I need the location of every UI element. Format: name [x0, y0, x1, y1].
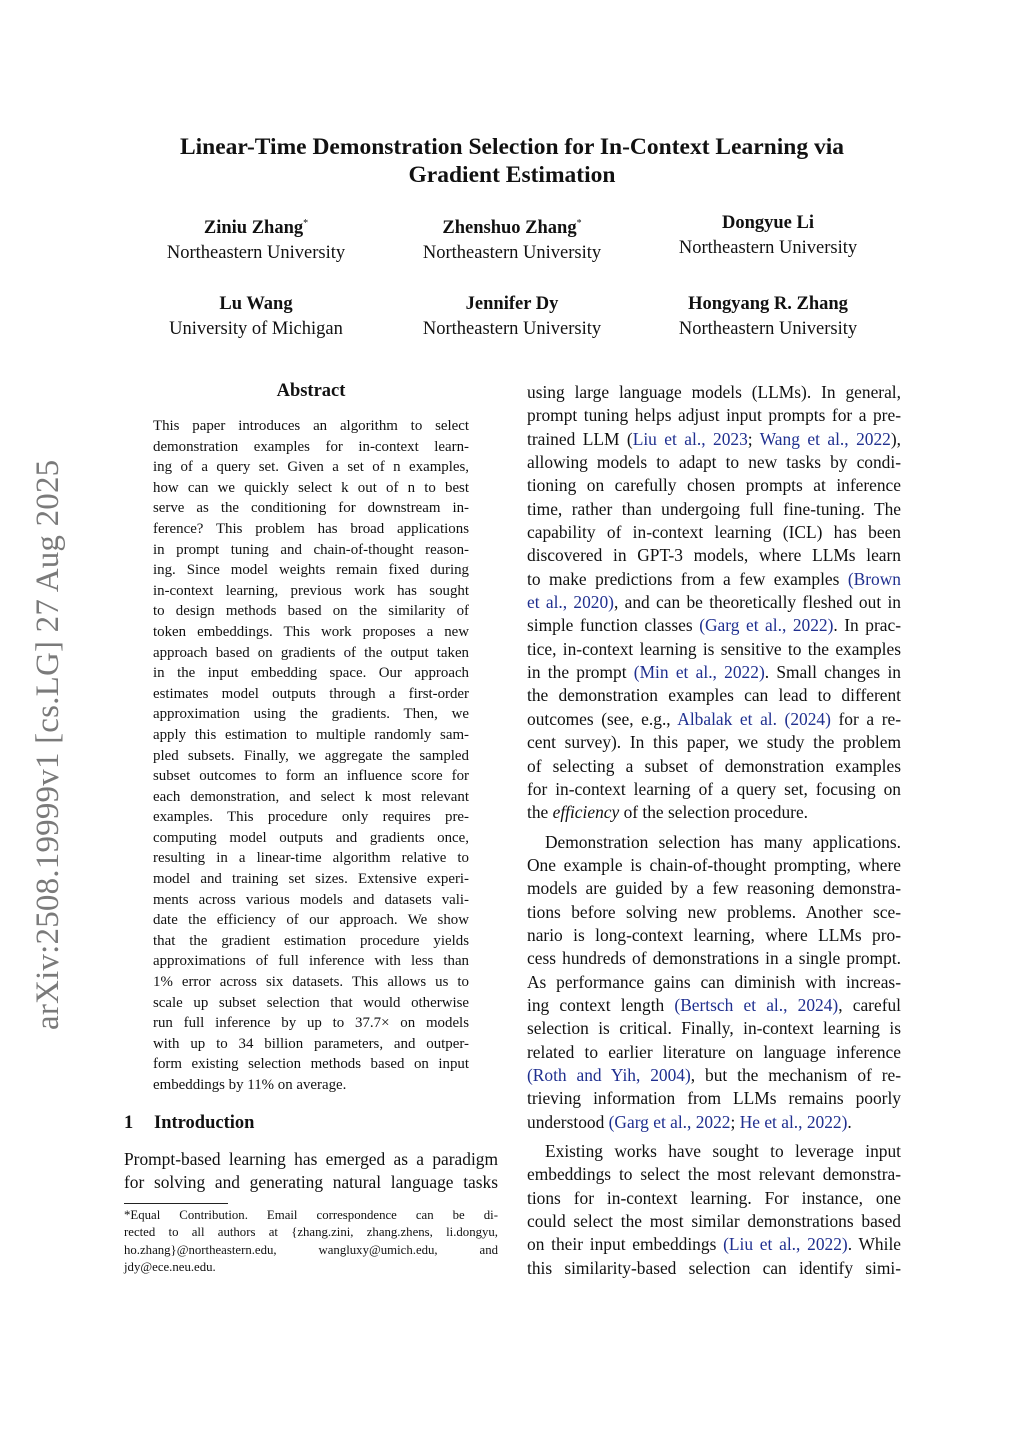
- text-line: Prompt-based learning has emerged as a paradigm: [124, 1149, 498, 1169]
- text-line: using large language models (LLMs). In general,: [527, 382, 901, 402]
- abstract-line: ference? This problem has broad applications: [153, 520, 469, 537]
- abstract-line: approximations of full inference with less than: [153, 953, 469, 970]
- citation-link[interactable]: Liu et al., 2023: [632, 428, 748, 449]
- author-block: [128, 292, 384, 342]
- author-name: Ziniu Zhang*: [203, 218, 309, 239]
- author-block: [640, 292, 896, 342]
- abstract-line: resulting in a linear-time algorithm relative to: [153, 850, 469, 867]
- abstract-line: 1% error across six datasets. This allows us to: [153, 974, 469, 991]
- section-heading-introduction: [124, 1110, 254, 1136]
- text-line: Existing works have sought to leverage input: [545, 1141, 901, 1161]
- author-block: [640, 211, 896, 266]
- text-line: As performance gains can diminish with increas-: [527, 971, 901, 992]
- paragraph: [527, 1140, 901, 1280]
- paper-title: [140, 133, 884, 189]
- abstract-line: how can we quickly select k out of n to best: [153, 479, 469, 496]
- text-line: capability of in-context learning (ICL) has been: [527, 522, 901, 543]
- paragraph: [527, 831, 901, 1134]
- abstract-line: that the gradient estimation procedure yields: [153, 932, 469, 949]
- left-column: [124, 378, 498, 1096]
- citation-link[interactable]: (Garg et al., 2022): [699, 615, 834, 636]
- text-line: could select the most similar demonstrations based: [527, 1211, 901, 1232]
- citation-link[interactable]: Albalak et al. (2024): [677, 708, 831, 729]
- abstract-line: ing of a query set. Given a set of n examples,: [153, 459, 469, 476]
- citation-link[interactable]: (Bertsch et al., 2024): [674, 994, 839, 1015]
- text-line: Demonstration selection has many applications.: [545, 831, 901, 852]
- abstract-line: estimates model outputs through a first-order: [153, 685, 469, 702]
- text-line: tions for in-context learning. For instance, one: [527, 1187, 901, 1208]
- text-line: ing context length (Bertsch et al., 2024), careful: [527, 994, 902, 1015]
- abstract-body: [153, 416, 469, 1096]
- arxiv-identifier-stamp: arXiv:2508.19999v1 [cs.LG] 27 Aug 2025: [30, 459, 66, 1030]
- abstract-line: in prompt tuning and chain-of-thought reason-: [153, 541, 469, 558]
- abstract-line: in-context learning, previous work has sought: [153, 582, 469, 599]
- author-row-1: [128, 211, 896, 266]
- author-affiliation: Northeastern University: [422, 243, 602, 264]
- text-line: tice, in-context learning is sensitive to the examples: [527, 638, 901, 659]
- abstract-line: to design methods based on the similarity of: [153, 603, 469, 620]
- abstract-line: model and training set sizes. Extensive experi-: [153, 871, 469, 888]
- text-line: understood (Garg et al., 2022; He et al., 2022).: [527, 1111, 852, 1132]
- author-block: [384, 211, 640, 266]
- text-line: tioning on carefully chosen prompts at inference: [527, 475, 901, 496]
- text-line: on their input embeddings (Liu et al., 2022). While: [527, 1234, 902, 1255]
- text-line: One example is chain-of-thought prompting, where: [527, 854, 901, 875]
- text-line: nario is long-context learning, where LLMs pro-: [527, 924, 901, 945]
- text-line: embeddings to select the most relevant demonstra-: [527, 1164, 901, 1185]
- text-line: to make predictions from a few examples (Brown: [527, 568, 901, 589]
- footnote-rule: [124, 1203, 228, 1204]
- text-line: time, rather than undergoing full fine-tuning. The: [527, 498, 901, 519]
- text-line: in the prompt (Min et al., 2022). Small changes in: [527, 662, 901, 683]
- author-name: Jennifer Dy: [465, 294, 559, 314]
- text-line: models are guided by a few reasoning demonstra-: [527, 878, 901, 899]
- title-line-1: Linear-Time Demonstration Selection for In-Context Learning via: [179, 134, 845, 160]
- text-line: simple function classes (Garg et al., 2022). In prac-: [527, 615, 901, 636]
- intro-left-text: [124, 1148, 498, 1195]
- text-line: the efficiency of the selection procedure.: [527, 802, 809, 823]
- text-line: for solving and generating natural language tasks: [124, 1172, 498, 1193]
- author-affiliation: Northeastern University: [166, 243, 346, 264]
- text-line: the demonstration examples can lead to different: [527, 685, 901, 706]
- abstract-line: This paper introduces an algorithm to select: [153, 418, 469, 434]
- right-column: [527, 381, 901, 1280]
- abstract-line: with up to 34 billion parameters, and outper-: [153, 1035, 469, 1052]
- text-line: trained LLM (Liu et al., 2023; Wang et al., 2022),: [527, 428, 901, 449]
- text-line: et al., 2020), and can be theoretically fleshed out in: [527, 592, 901, 613]
- section-number: 1: [124, 1113, 134, 1133]
- text-line: discovered in GPT-3 models, where LLMs learn: [527, 545, 901, 566]
- abstract-line: in the input embedding space. Our approach: [153, 665, 469, 682]
- footnote-line: jdy@ece.neu.edu.: [124, 1260, 216, 1275]
- author-affiliation: Northeastern University: [422, 319, 602, 339]
- author-affiliation: Northeastern University: [678, 319, 858, 339]
- abstract-line: serve as the conditioning for downstream in-: [153, 500, 469, 517]
- abstract-line: date the efficiency of our approach. We show: [153, 912, 469, 929]
- author-name: Hongyang R. Zhang: [688, 294, 848, 314]
- citation-link[interactable]: (Garg et al., 2022: [608, 1111, 731, 1132]
- abstract-heading: Abstract: [276, 381, 346, 401]
- author-affiliation: University of Michigan: [169, 319, 343, 339]
- citation-link[interactable]: He et al., 2022): [739, 1111, 848, 1132]
- abstract-line: token embeddings. This work proposes a new: [153, 623, 469, 640]
- citation-link[interactable]: (Brown: [847, 568, 901, 589]
- author-row-2: [128, 292, 896, 342]
- text-line: allowing models to adapt to new tasks by condi-: [527, 452, 901, 473]
- abstract-line: approximation using the gradients. Then, we: [153, 706, 469, 723]
- text-line: for in-context learning of a query set, focusing on: [527, 778, 901, 799]
- citation-link[interactable]: (Min et al., 2022): [633, 662, 765, 683]
- footnote-line: rected to all authors at {zhang.zini, zhang.zhens, li.dongyu,: [124, 1225, 498, 1240]
- title-line-2: Gradient Estimation: [408, 162, 616, 188]
- author-block: [128, 211, 384, 266]
- text-line: related to earlier literature on language inference: [527, 1041, 901, 1062]
- abstract-line: apply this estimation to multiple randomly sam-: [153, 726, 469, 743]
- paragraph: [527, 381, 901, 825]
- text-line: trieving information from LLMs remains poorly: [527, 1088, 901, 1109]
- footnote: [124, 1207, 498, 1277]
- text-line: cent survey). In this paper, we study the problem: [527, 732, 901, 753]
- text-line: outcomes (see, e.g., Albalak et al. (2024) for a re-: [527, 708, 901, 729]
- equal-contribution-mark: *: [576, 218, 582, 229]
- section-title: Introduction: [154, 1113, 255, 1133]
- author-block: [384, 292, 640, 342]
- text-line: selection is critical. Finally, in-context learning is: [527, 1018, 901, 1039]
- abstract-line: computing model outputs and gradients once,: [153, 829, 469, 846]
- author-affiliation: Northeastern University: [678, 238, 858, 258]
- abstract-line: run full inference by up to 37.7× on models: [153, 1015, 469, 1032]
- abstract-line: examples. This procedure only requires pre-: [153, 809, 469, 826]
- abstract-line: embeddings by 11% on average.: [153, 1077, 347, 1093]
- author-name: Dongyue Li: [721, 213, 814, 233]
- footnote-line: ho.zhang}@northeastern.edu, wangluxy@umich.edu, and: [124, 1242, 498, 1257]
- abstract-line: form existing selection methods based on input: [153, 1056, 469, 1073]
- citation-link[interactable]: Wang et al., 2022: [759, 428, 891, 449]
- text-line: prompt tuning helps adjust input prompts for a pre-: [527, 405, 901, 426]
- citation-link[interactable]: (Roth and Yih, 2004): [527, 1064, 691, 1085]
- text-line: of selecting a subset of demonstration examples: [527, 755, 901, 776]
- author-name: Zhenshuo Zhang*: [442, 218, 582, 239]
- citation-link[interactable]: et al., 2020): [527, 592, 614, 613]
- abstract-line: each demonstration, and select k most relevant: [153, 788, 469, 805]
- author-name: Lu Wang: [219, 294, 293, 314]
- abstract-line: pled subsets. Finally, we aggregate the sampled: [153, 747, 469, 764]
- abstract-line: ments across various models and datasets vali-: [153, 891, 469, 908]
- abstract-line: subset outcomes to form an influence score for: [153, 768, 469, 785]
- text-line: this similarity-based selection can identify simi-: [527, 1257, 901, 1278]
- abstract-line: demonstration examples for in-context learn-: [153, 438, 469, 455]
- equal-contribution-mark: *: [303, 218, 309, 229]
- citation-link[interactable]: (Liu et al., 2022): [723, 1234, 848, 1255]
- abstract-line: ing. Since model weights remain fixed during: [153, 562, 469, 579]
- footnote-line: *Equal Contribution. Email correspondence can be di-: [124, 1208, 498, 1222]
- text-line: tions before solving new problems. Another sce-: [527, 901, 901, 922]
- text-line: (Roth and Yih, 2004), but the mechanism of re-: [527, 1064, 901, 1085]
- text-line: cess hundreds of demonstrations in a single prompt.: [527, 948, 901, 969]
- abstract-line: approach based on gradients of the output taken: [153, 644, 469, 661]
- abstract-line: scale up subset selection that would otherwise: [153, 994, 469, 1011]
